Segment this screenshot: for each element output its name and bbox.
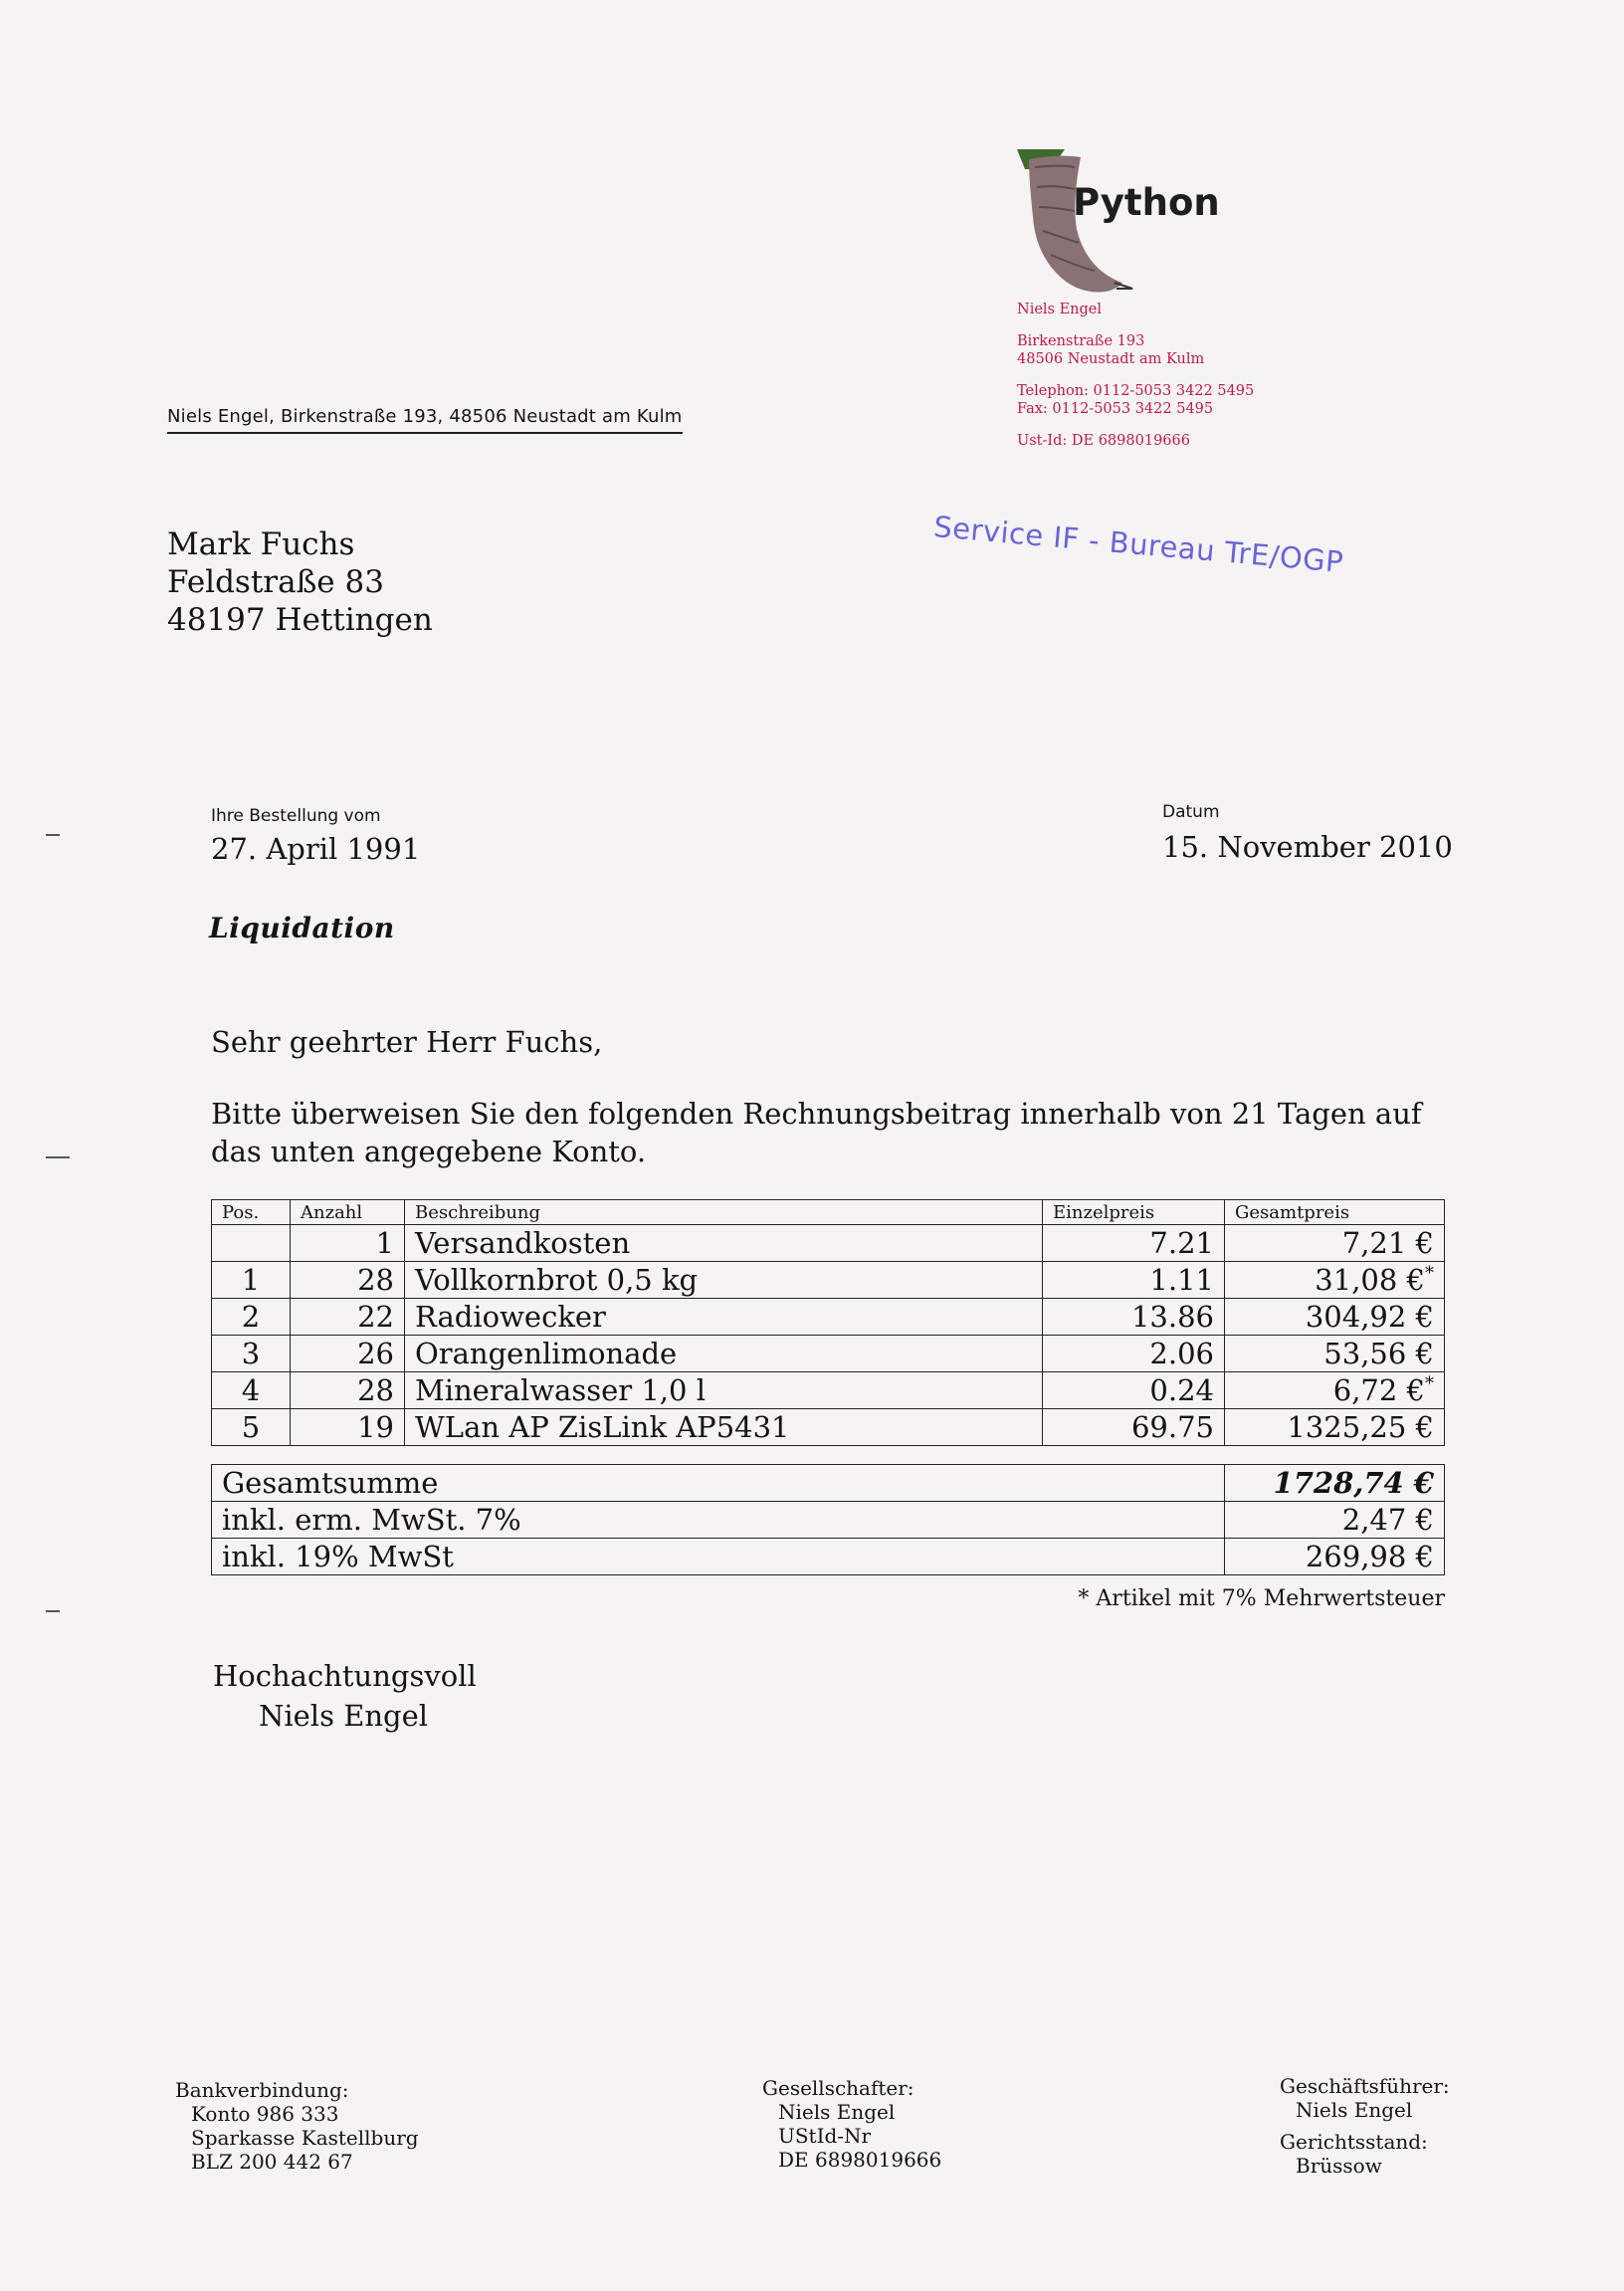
row-description: Orangenlimonade xyxy=(405,1336,1043,1372)
footer-bank-name: Sparkasse Kastellburg xyxy=(191,2126,419,2150)
footer-management-name: Niels Engel xyxy=(1296,2098,1413,2122)
row-unit-price: 2.06 xyxy=(1043,1336,1225,1372)
order-date-value: 27. April 1991 xyxy=(211,832,421,866)
row-pos: 5 xyxy=(212,1409,291,1446)
recipient-address xyxy=(167,525,433,639)
footer-bank-blz: BLZ 200 442 67 xyxy=(191,2150,353,2174)
sum-label: Gesamtsumme xyxy=(212,1465,1225,1502)
row-total: 304,92 € xyxy=(1305,1300,1434,1334)
header-description: Beschreibung xyxy=(405,1200,1043,1225)
logo-text: Python xyxy=(1073,181,1220,224)
body-paragraph: Bitte überweisen Sie den folgenden Rechnungsbeitrag innerhalb von 21 Tagen auf das unten angegebene Konto. xyxy=(211,1097,1422,1168)
closing xyxy=(213,1656,477,1736)
footer-bank-account: Konto 986 333 xyxy=(191,2102,339,2126)
row-total: 6,72 € xyxy=(1332,1373,1425,1407)
row-qty: 19 xyxy=(291,1409,405,1446)
row-pos: 4 xyxy=(212,1372,291,1409)
header-unit-price: Einzelpreis xyxy=(1043,1200,1225,1225)
row-pos: 2 xyxy=(212,1299,291,1336)
row-qty: 28 xyxy=(291,1372,405,1409)
vat19-value: 269,98 € xyxy=(1225,1539,1445,1575)
row-total: 31,08 € xyxy=(1315,1263,1425,1297)
footer-partner-title: Gesellschafter: xyxy=(762,2076,914,2100)
row-description: Versandkosten xyxy=(405,1225,1043,1262)
row-pos: 3 xyxy=(212,1336,291,1372)
row-total-cell xyxy=(1225,1299,1445,1336)
vat7-label: inkl. erm. MwSt. 7% xyxy=(212,1502,1225,1539)
table-row xyxy=(212,1409,1445,1446)
row-qty: 28 xyxy=(291,1262,405,1299)
sum-value: 1728,74 € xyxy=(1225,1465,1445,1502)
totals-row-vat19 xyxy=(212,1539,1445,1575)
closing-phrase: Hochachtungsvoll xyxy=(213,1659,477,1693)
items-table xyxy=(211,1199,1445,1446)
sender-return-line: Niels Engel, Birkenstraße 193, 48506 Neustadt am Kulm xyxy=(167,406,683,434)
footer-court-label: Gerichtsstand: xyxy=(1280,2130,1428,2154)
table-row xyxy=(212,1372,1445,1409)
order-date-label: Ihre Bestellung vom xyxy=(211,806,381,826)
letterhead-vat-id: Ust-Id: DE 6898019666 xyxy=(1017,433,1190,449)
row-description: Vollkornbrot 0,5 kg xyxy=(405,1262,1043,1299)
row-unit-price: 0.24 xyxy=(1043,1372,1225,1409)
row-qty: 26 xyxy=(291,1336,405,1372)
subject-heading: Liquidation xyxy=(209,912,395,944)
row-unit-price: 69.75 xyxy=(1043,1409,1225,1446)
row-unit-price: 7.21 xyxy=(1043,1225,1225,1262)
row-unit-price: 13.86 xyxy=(1043,1299,1225,1336)
vat19-label: inkl. 19% MwSt xyxy=(212,1539,1225,1575)
row-unit-price: 1.11 xyxy=(1043,1262,1225,1299)
letterhead-phone: Telephon: 0112-5053 3422 5495 xyxy=(1017,383,1255,399)
date-label: Datum xyxy=(1162,802,1220,822)
fold-mark xyxy=(46,834,60,836)
footer-partner-vat-value: DE 6898019666 xyxy=(778,2148,942,2172)
table-row xyxy=(212,1299,1445,1336)
row-total-cell xyxy=(1225,1336,1445,1372)
row-description: Mineralwasser 1,0 l xyxy=(405,1372,1043,1409)
items-table-header xyxy=(212,1200,1445,1225)
letterhead xyxy=(1017,301,1254,450)
header-total-price: Gesamtpreis xyxy=(1225,1200,1445,1225)
table-row xyxy=(212,1225,1445,1262)
letterhead-street: Birkenstraße 193 xyxy=(1017,333,1145,349)
row-total-cell xyxy=(1225,1409,1445,1446)
header-pos: Pos. xyxy=(212,1200,291,1225)
footer-bank xyxy=(175,2078,419,2174)
footer-partner-name: Niels Engel xyxy=(778,2100,896,2124)
row-total: 53,56 € xyxy=(1323,1337,1434,1370)
letterhead-name: Niels Engel xyxy=(1017,302,1103,317)
vat-footnote: * Artikel mit 7% Mehrwertsteuer xyxy=(1078,1586,1445,1611)
fold-mark xyxy=(46,1610,60,1612)
row-total-cell xyxy=(1225,1372,1445,1409)
row-mark: * xyxy=(1425,1373,1434,1394)
recipient-city: 48197 Hettingen xyxy=(167,602,433,638)
footer-partner xyxy=(762,2076,941,2172)
row-pos: 1 xyxy=(212,1262,291,1299)
table-row xyxy=(212,1336,1445,1372)
footer-management-title: Geschäftsführer: xyxy=(1280,2074,1450,2098)
table-row xyxy=(212,1262,1445,1299)
row-mark: * xyxy=(1425,1263,1434,1284)
footer-court-value: Brüssow xyxy=(1296,2154,1382,2178)
date-value: 15. November 2010 xyxy=(1162,830,1453,864)
footer-bank-title: Bankverbindung: xyxy=(175,2078,349,2102)
row-qty: 22 xyxy=(291,1299,405,1336)
punch-mark xyxy=(46,1156,70,1158)
row-total: 1325,25 € xyxy=(1287,1410,1434,1444)
row-total-cell xyxy=(1225,1262,1445,1299)
row-total: 7,21 € xyxy=(1341,1226,1434,1260)
recipient-street: Feldstraße 83 xyxy=(167,564,384,600)
closing-signature: Niels Engel xyxy=(259,1699,429,1733)
letterhead-city: 48506 Neustadt am Kulm xyxy=(1017,351,1205,367)
row-description: WLan AP ZisLink AP5431 xyxy=(405,1409,1043,1446)
letterhead-fax: Fax: 0112-5053 3422 5495 xyxy=(1017,401,1214,417)
row-description: Radiowecker xyxy=(405,1299,1043,1336)
totals-table xyxy=(211,1464,1445,1575)
row-pos xyxy=(212,1225,291,1262)
row-qty: 1 xyxy=(291,1225,405,1262)
recipient-name: Mark Fuchs xyxy=(167,526,355,562)
vat7-value: 2,47 € xyxy=(1225,1502,1445,1539)
totals-row-vat7 xyxy=(212,1502,1445,1539)
header-qty: Anzahl xyxy=(291,1200,405,1225)
totals-row-sum xyxy=(212,1465,1445,1502)
row-total-cell xyxy=(1225,1225,1445,1262)
service-stamp: Service IF - Bureau TrE/OGP xyxy=(932,510,1345,579)
footer-partner-vat-label: UStId-Nr xyxy=(778,2124,872,2148)
footer-management xyxy=(1280,2074,1450,2178)
salutation: Sehr geehrter Herr Fuchs, xyxy=(211,1025,603,1059)
